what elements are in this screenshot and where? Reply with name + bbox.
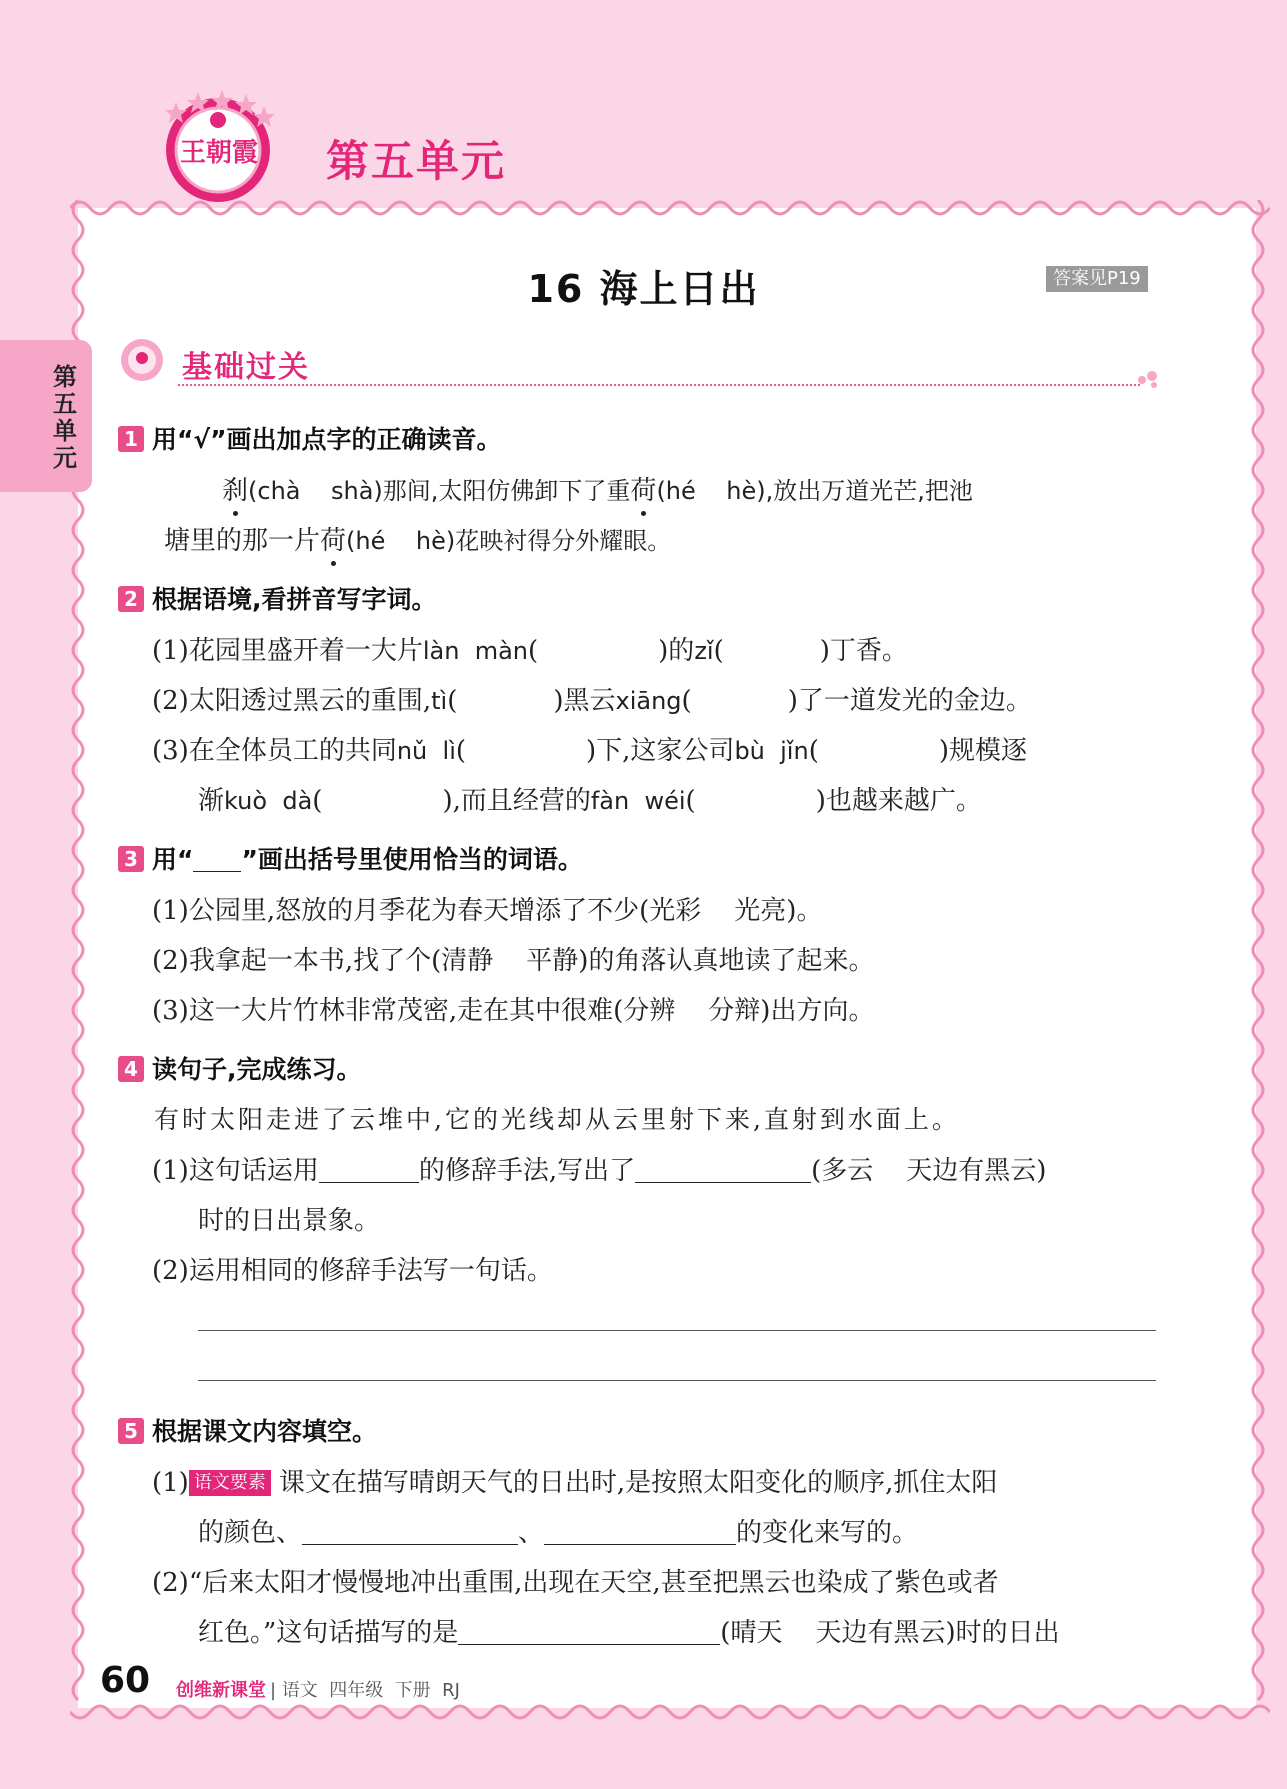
answer-blank[interactable] <box>319 1182 419 1183</box>
q1-text: (chà shà)那间,太阳仿佛卸下了重 <box>248 477 631 505</box>
pinyin: zǐ <box>694 637 714 665</box>
q2-text: 渐 <box>198 786 225 816</box>
q1-text: (hé hè),放出万道光芒,把池 <box>656 477 973 505</box>
q2-text: 的 <box>668 636 695 666</box>
question-number-badge: 5 <box>118 1418 144 1444</box>
q3-item-3: (3)这一大片竹林非常茂密,走在其中很难(分辨 分辩)出方向。 <box>152 996 875 1026</box>
q5-item-2: (2)“后来太阳才慢慢地冲出重围,出现在天空,甚至把黑云也染成了紫色或者 <box>152 1568 999 1598</box>
question-number-badge: 1 <box>118 426 144 452</box>
answer-blank[interactable] <box>635 1182 811 1183</box>
q3-item-1: (1)公园里,怒放的月季花为春天增添了不少(光彩 光亮)。 <box>152 896 823 926</box>
q5-item-1-cont <box>198 1512 918 1549</box>
question-text: 根据语境,看拼音写字词。 <box>152 585 437 614</box>
question-text: ”画出括号里使用恰当的词语。 <box>241 845 583 874</box>
section-title: 基础过关 <box>182 350 310 385</box>
q4-text: (多云 天边有黑云) <box>811 1156 1047 1186</box>
section-divider <box>178 384 1140 386</box>
lesson-title: 16 海上日出 <box>527 267 760 311</box>
q2-item-2: (2)太阳透过黑云的重围,tì( )黑云xiāng( )了一道发光的金边。 <box>152 686 1032 716</box>
footer-brand: 创维新课堂 <box>176 1680 266 1701</box>
question-number-badge: 2 <box>118 586 144 612</box>
pinyin: làn màn <box>422 637 528 665</box>
q3-item-2: (2)我拿起一本书,找了个(清静 平静)的角落认真地读了起来。 <box>152 946 875 976</box>
q2-text: 黑云 <box>563 686 616 716</box>
q4-item-1 <box>152 1150 1046 1187</box>
q5-item-1 <box>152 1462 997 1499</box>
q2-text: 丁香。 <box>829 636 908 666</box>
q5-text: 课文在描写晴朗天气的日出时,是按照太阳变化的顺序,抓住太阳 <box>278 1468 998 1498</box>
q4-item-2: (2)运用相同的修辞手法写一句话。 <box>152 1256 553 1286</box>
q5-text: 的颜色、 <box>198 1518 303 1548</box>
q2-text: (3)在全体员工的共同 <box>152 736 397 766</box>
q5-text: (1) <box>152 1468 189 1498</box>
q1-line-2 <box>164 520 671 557</box>
q2-text: 规模逐 <box>949 736 1028 766</box>
underline-sample <box>193 871 241 872</box>
dotted-char: 荷 <box>630 470 656 507</box>
q1-text: (hé hè)花映衬得分外耀眼。 <box>346 527 672 555</box>
answer-blank[interactable] <box>458 1644 720 1645</box>
literacy-element-tag: 语文要素 <box>189 1470 271 1496</box>
q2-item-3: (3)在全体员工的共同nǔ lì( )下,这家公司bù jǐn( )规模逐 <box>152 736 1028 766</box>
question-5-title <box>118 1412 377 1448</box>
pinyin: xiāng <box>615 687 682 715</box>
answer-line[interactable] <box>198 1330 1156 1331</box>
q1-text: 塘里的那一片 <box>164 526 321 556</box>
q5-text: (晴天 天边有黑云)时的日出 <box>720 1618 1060 1648</box>
q2-text: (1)花园里盛开着一大片 <box>152 636 423 666</box>
q1-line-1 <box>222 470 973 507</box>
q4-text: 的修辞手法,写出了 <box>418 1156 636 1186</box>
q2-text: 了一道发光的金边。 <box>797 686 1032 716</box>
question-text: 用“√”画出加点字的正确读音。 <box>152 425 502 454</box>
dotted-char: 荷 <box>320 520 346 557</box>
q2-text: 也越来越广。 <box>825 786 982 816</box>
q5-item-2-cont <box>198 1612 1060 1649</box>
pinyin: nǔ lì <box>396 737 456 765</box>
answer-blank[interactable] <box>544 1544 736 1545</box>
section-badge-icon <box>116 336 170 384</box>
question-1-title <box>118 420 502 456</box>
question-text: 用“ <box>152 845 194 874</box>
q2-item-1: (1)花园里盛开着一大片làn màn( )的zǐ( )丁香。 <box>152 636 908 666</box>
question-number-badge: 4 <box>118 1056 144 1082</box>
answer-blank[interactable] <box>302 1544 518 1545</box>
question-text: 读句子,完成练习。 <box>152 1055 362 1084</box>
question-2-title <box>118 580 437 616</box>
q2-text: ,而且经营的 <box>452 786 591 816</box>
q4-item-1-cont: 时的日出景象。 <box>198 1206 381 1236</box>
answer-reference-badge: 答案见P19 <box>1046 266 1148 292</box>
wavy-border-bottom <box>70 1700 1270 1728</box>
footer-book-info: | 语文 四年级 下册 RJ <box>270 1680 460 1701</box>
question-4-title <box>118 1050 362 1086</box>
decorative-dots-icon <box>1134 368 1162 390</box>
pinyin: fàn wéi <box>590 787 686 815</box>
q2-text: 下,这家公司 <box>596 736 735 766</box>
page-number: 60 <box>100 1660 151 1701</box>
question-3-title <box>118 840 583 876</box>
dotted-char: 刹 <box>222 470 248 507</box>
q4-sentence: 有时太阳走进了云堆中,它的光线却从云里射下来,直射到水面上。 <box>154 1105 960 1134</box>
q5-text: 、 <box>518 1518 545 1548</box>
q2-text: (2)太阳透过黑云的重围, <box>152 686 432 716</box>
answer-line[interactable] <box>198 1380 1156 1381</box>
pinyin: kuò dà <box>224 787 313 815</box>
q5-text: 的变化来写的。 <box>736 1518 919 1548</box>
q5-text: 红色。”这句话描写的是 <box>198 1618 459 1648</box>
pinyin: bù jǐn <box>734 737 809 765</box>
wavy-border-right <box>1248 200 1272 1710</box>
side-tab-label: 第五单元 <box>53 363 77 472</box>
brand-logo-text: 王朝霞 <box>179 138 258 168</box>
pinyin: tì <box>431 687 448 715</box>
question-number-badge: 3 <box>118 846 144 872</box>
unit-title: 第五单元 <box>326 137 506 187</box>
q2-item-3-cont: 渐kuò dà( ),而且经营的fàn wéi( )也越来越广。 <box>198 786 982 816</box>
q4-text: (1)这句话运用 <box>152 1156 319 1186</box>
question-text: 根据课文内容填空。 <box>152 1417 378 1446</box>
